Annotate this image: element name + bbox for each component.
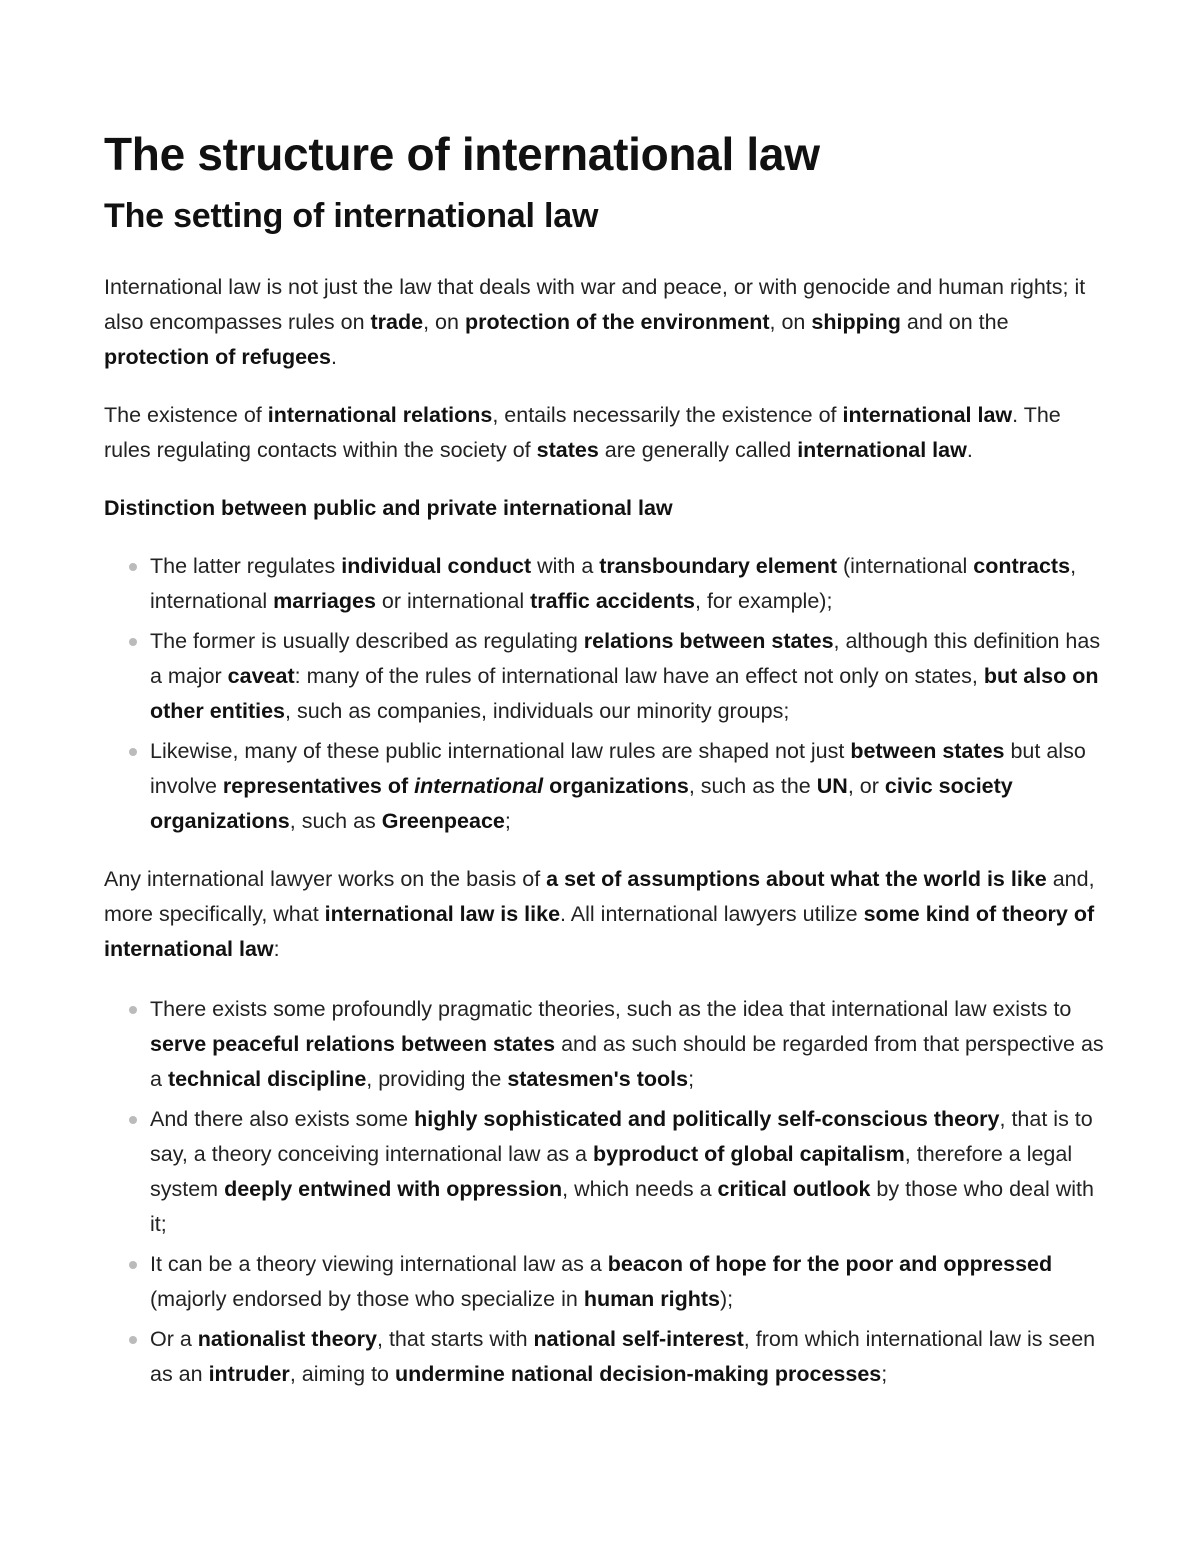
section-heading: The setting of international law — [104, 197, 599, 235]
list-item — [104, 1322, 1104, 1392]
text-run: , such as companies, individuals our minority groups; — [285, 699, 790, 723]
text-run: , providing the — [366, 1067, 508, 1091]
list-item — [104, 1102, 1104, 1242]
bold-text: protection of refugees — [104, 345, 331, 369]
bold-text: transboundary element — [599, 554, 838, 578]
text-run: and as such should be regarded from that perspective as a — [150, 1032, 1104, 1091]
bold-text: nationalist theory — [197, 1327, 377, 1351]
bold-text: but also on other entities — [150, 664, 1099, 723]
text-run: The existence of — [104, 403, 268, 427]
text-run: ; — [504, 809, 511, 833]
text-run: , international — [150, 554, 1077, 613]
list-item — [104, 992, 1104, 1097]
bold-text: deeply entwined with oppression — [224, 1177, 563, 1201]
relations-paragraph — [104, 398, 1104, 468]
list-item — [104, 549, 1104, 619]
bold-text: beacon of hope for the poor and oppressed — [607, 1252, 1053, 1276]
bullet-icon — [129, 1336, 137, 1344]
bold-text: serve peaceful relations between states — [150, 1032, 556, 1056]
bold-text: Greenpeace — [381, 809, 505, 833]
bold-text: highly sophisticated and politically self-conscious theory — [414, 1107, 1000, 1131]
bold-text: states — [536, 438, 599, 462]
text-run: or international — [375, 589, 531, 613]
bold-text: individual conduct — [341, 554, 532, 578]
bold-text: undermine national decision-making processes — [394, 1362, 882, 1386]
bold-text: international law — [797, 438, 967, 462]
list-item — [104, 624, 1104, 729]
text-run: (international — [837, 554, 974, 578]
bold-text: critical outlook — [717, 1177, 871, 1201]
bold-text: international relations — [267, 403, 493, 427]
text-run: , or — [847, 774, 885, 798]
text-run: The former is usually described as regulating — [150, 629, 584, 653]
bold-text: a set of assumptions about what the world is like — [546, 867, 1047, 891]
list-item — [104, 734, 1104, 839]
text-run: but also involve — [150, 739, 1086, 798]
emphasis-text: international — [414, 774, 544, 798]
text-run: , that starts with — [377, 1327, 534, 1351]
text-run: and, more specifically, what — [104, 867, 1095, 926]
text-run: There exists some profoundly pragmatic theories, such as the idea that international law exists to — [150, 997, 1072, 1021]
bold-text: intruder — [208, 1362, 290, 1386]
bold-text: relations between states — [583, 629, 834, 653]
bullet-icon — [129, 748, 137, 756]
bold-text: national self-interest — [533, 1327, 744, 1351]
text-run: ); — [719, 1287, 734, 1311]
bold-text: technical discipline — [167, 1067, 367, 1091]
text-run: , which needs a — [562, 1177, 718, 1201]
text-run: And there also exists some — [150, 1107, 415, 1131]
page-title: The structure of international law — [104, 128, 820, 180]
bold-text: statesmen's tools — [507, 1067, 689, 1091]
text-run: Or a — [150, 1327, 198, 1351]
bold-text: representatives of — [222, 774, 415, 798]
bullet-icon — [129, 1261, 137, 1269]
text-run: , from which international law is seen as an — [150, 1327, 1096, 1386]
text-run: by those who deal with it; — [150, 1177, 1094, 1236]
text-run: , that is to say, a theory conceiving international law as a — [150, 1107, 1093, 1166]
text-run: . All international lawyers utilize — [560, 902, 864, 926]
text-run: : many of the rules of international law have an effect not only on states, — [294, 664, 984, 688]
bold-text: organizations — [543, 774, 689, 798]
bold-text: international law is like — [324, 902, 561, 926]
bold-italic-text — [414, 774, 543, 798]
bold-text: shipping — [811, 310, 901, 334]
bold-text: international law — [842, 403, 1013, 427]
bold-text: caveat — [227, 664, 295, 688]
text-run: . — [330, 345, 337, 369]
text-run: , such as the — [688, 774, 817, 798]
text-run: , entails necessarily the existence of — [492, 403, 843, 427]
bold-text: byproduct of global capitalism — [593, 1142, 905, 1166]
bullet-icon — [129, 638, 137, 646]
bold-text: human rights — [583, 1287, 720, 1311]
text-run: and on the — [900, 310, 1009, 334]
text-run: . — [966, 438, 973, 462]
intro-paragraph — [104, 270, 1104, 375]
text-run: . The rules regulating contacts within the society of — [104, 403, 1061, 462]
distinction-subheading: Distinction between public and private international law — [104, 496, 673, 520]
bold-text: trade — [370, 310, 424, 334]
text-run: Any international lawyer works on the basis of — [104, 867, 547, 891]
text-run: : — [273, 937, 280, 961]
text-run: with a — [531, 554, 600, 578]
text-run: ; — [881, 1362, 888, 1386]
bold-text: between states — [850, 739, 1005, 763]
text-run: , on — [423, 310, 465, 334]
text-run: (majorly endorsed by those who specialize in — [150, 1287, 584, 1311]
text-run: , although this definition has a major — [150, 629, 1101, 688]
document-page — [104, 124, 1104, 1397]
text-run: are generally called — [598, 438, 798, 462]
bold-text: traffic accidents — [530, 589, 696, 613]
text-run: It can be a theory viewing international law as a — [150, 1252, 608, 1276]
text-run: , on — [769, 310, 812, 334]
bold-text: UN — [816, 774, 848, 798]
list-item — [104, 1247, 1104, 1317]
theories-list — [104, 992, 1104, 1392]
bullet-icon — [129, 563, 137, 571]
distinction-list — [104, 549, 1104, 839]
bold-text: contracts — [973, 554, 1071, 578]
text-run: ; — [688, 1067, 695, 1091]
text-run: International law is not just the law that deals with war and peace, or with genocide and human rights; it also encompasses rules on — [104, 275, 1086, 334]
bold-text: civic society organizations — [150, 774, 1013, 833]
text-run: , such as — [289, 809, 382, 833]
bullet-icon — [129, 1116, 137, 1124]
bold-text: marriages — [273, 589, 376, 613]
assumptions-paragraph — [104, 862, 1104, 967]
text-run: Likewise, many of these public international law rules are shaped not just — [150, 739, 851, 763]
text-run: The latter regulates — [150, 554, 342, 578]
bullet-icon — [129, 1006, 137, 1014]
bold-text: protection of the environment — [464, 310, 770, 334]
text-run: , for example); — [695, 589, 833, 613]
text-run: , therefore a legal system — [150, 1142, 1073, 1201]
bold-text: some kind of theory of international law — [104, 902, 1095, 961]
text-run: , aiming to — [289, 1362, 395, 1386]
